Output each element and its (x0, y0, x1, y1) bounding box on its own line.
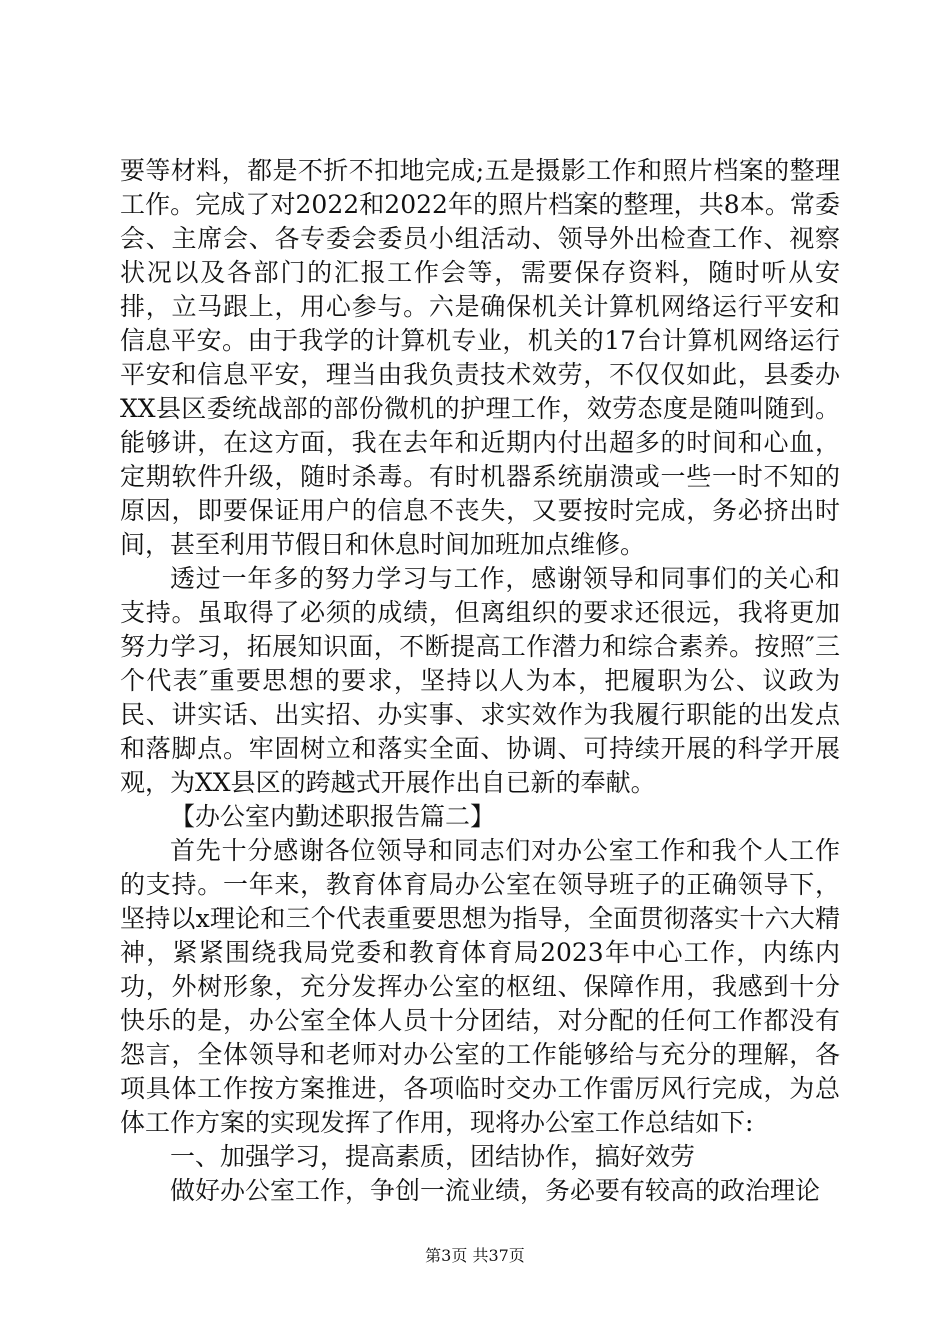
page-footer: 第3页 共37页 (425, 1246, 525, 1265)
paragraph-continuation: 要等材料，都是不折不扣地完成;五是摄影工作和照片档案的整理工作。完成了对2022和2022年的照片档案的整理，共8本。常委会、主席会、各专委会委员小组活动、领导外出检查工作、视察状况以及各部门的汇报工作会等，需要保存资料，随时听从安排，立马跟上，用心参与。六是确保机关计算机网络运行平安和信息平安。由于我学的计算机专业，机关的17台计算机网络运行平安和信息平安，理当由我负责技术效劳，不仅仅如此，县委办XX县区委统战部的部份微机的护理工作，效劳态度是随叫随到。能够讲，在这方面，我在去年和近期内付出超多的时间和心血，定期软件升级，随时杀毒。有时机器系统崩溃或一些一时不知的原因，即要保证用户的信息不丧失，又要按时完成，务必挤出时间，甚至利用节假日和休息时间加班加点维修。 (120, 156, 840, 559)
subsection-heading: 一、加强学习，提高素质，团结协作，搞好效劳 (170, 1142, 696, 1171)
document-body (120, 154, 840, 1208)
paragraph-summary: 透过一年多的努力学习与工作，感谢领导和同事们的关心和支持。虽取得了必须的成绩，但离组织的要求还很远，我将更加努力学习，拓展知识面，不断提高工作潜力和综合素养。按照″三个代表″重要思想的要求，坚持以人为本，把履职为公、议政为民、讲实话、出实招、办实事、求实效作为我履行职能的出发点和落脚点。牢固树立和落实全面、协调、可持续开展的科学开展观，为XX县区的跨越式开展作出自已新的奉献。 (120, 564, 840, 797)
paragraph-last: 做好办公室工作，争创一流业绩，务必要有较高的政治理论 (170, 1176, 821, 1205)
paragraph-intro: 首先十分感谢各位领导和同志们对办公室工作和我个人工作的支持。一年来，教育体育局办公室在领导班子的正确领导下，坚持以x理论和三个代表重要思想为指导，全面贯彻落实十六大精神，紧紧围绕我局党委和教育体育局2023年中心工作，内练内功，外树形象，充分发挥办公室的枢纽、保障作用，我感到十分快乐的是，办公室全体人员十分团结，对分配的任何工作都没有怨言，全体领导和老师对办公室的工作能够给与充分的理解，各项具体工作按方案推进，各项临时交办工作雷厉风行完成，为总体工作方案的实现发挥了作用，现将办公室工作总结如下: (120, 836, 840, 1137)
section-heading: 【办公室内勤述职报告篇二】 (170, 802, 496, 831)
